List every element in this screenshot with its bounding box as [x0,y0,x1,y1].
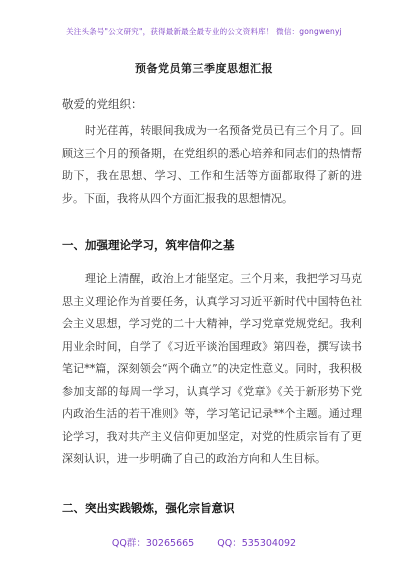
section-heading-2: 二、突出实践锻炼，强化宗旨意识 [62,501,235,515]
salutation: 敬爱的党组织： [62,97,143,111]
theory-paragraph: 理论上清醒，政治上才能坚定。三个月来，我把学习马克思主义理论作为首要任务，认真学习习近平新时代中国特色社会主义思想，学习党的二十大精神，学习党章党规党纪。我利用业余时间，自学了《习近平谈治国理政》第四卷，撰写读书笔记**篇，深刻领会“两个确立”的决定性意义。同时，我积极参加支部的每周一学习，认真学习《党章》《关于新形势下党内政治生活的若干准则》等，学习笔记记录**个主题。通过理论学习，我对共产主义信仰更加坚定，对党的性质宗旨有了更深刻认识，进一步明确了自己的政治方向和人生目标。 [62,272,362,465]
qq-number: QQ：535304092 [217,538,297,549]
document-title: 预备党员第三季度思想汇报 [135,62,273,75]
header-banner: 关注头条号"公文研究"，获得最新最全最专业的公文资料库！ 微信：gongwenyj [66,27,342,36]
section-heading-1: 一、加强理论学习，筑牢信仰之基 [62,238,235,252]
footer-contact [0,535,408,549]
intro-paragraph: 时光荏苒，转眼间我成为一名预备党员已有三个月了。回顾这三个月的预备期，在党组织的悉心培养和同志们的热情帮助下，我在思想、学习、工作和生活等方面都取得了新的进步。下面，我将从四个方面汇报我的思想情况。 [62,124,362,205]
qq-group-number: QQ群：30265665 [111,538,195,549]
